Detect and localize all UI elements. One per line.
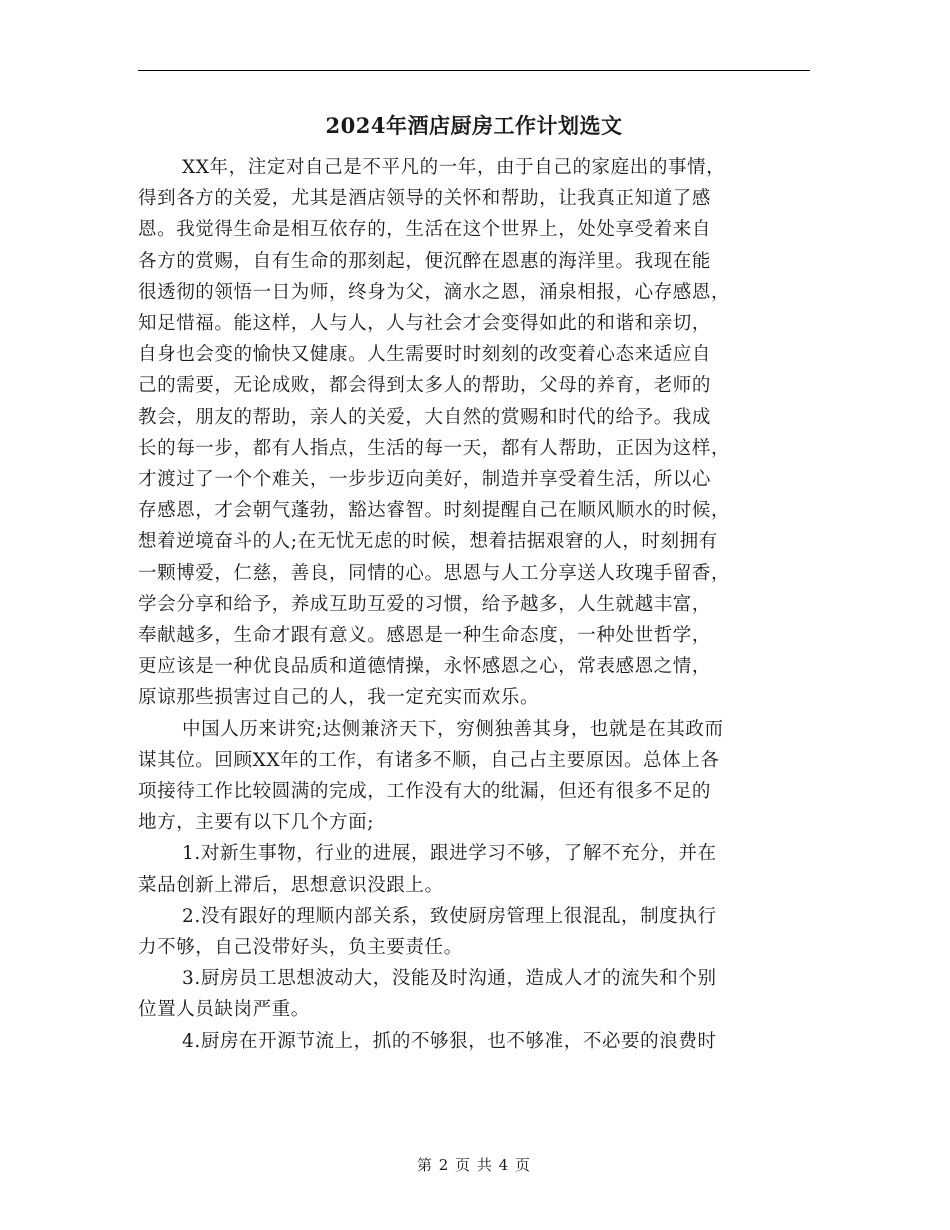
text-line: 力不够，自己没带好头，负主要责任。	[138, 937, 463, 959]
document-body	[138, 152, 810, 1057]
text-line: 原谅那些损害过自己的人，我一定充实而欢乐。	[138, 687, 540, 709]
text-line: 各方的赏赐，自有生命的那刻起，便沉醉在恩惠的海洋里。我现在能	[138, 250, 712, 272]
list-item-1	[138, 838, 810, 900]
text-line: XX年，注定对自己是不平凡的一年，由于自己的家庭出的事情，	[182, 157, 726, 178]
text-line: 项接待工作比较圆满的完成，工作没有大的纰漏，但还有很多不足的	[138, 781, 712, 803]
text-line: 己的需要，无论成败，都会得到太多人的帮助，父母的养育，老师的	[138, 375, 712, 397]
paragraph-1	[138, 152, 810, 714]
text-line: 1.对新生事物，行业的进展，跟进学习不够，了解不充分，并在	[182, 843, 717, 865]
text-line: 更应该是一种优良品质和道德情操，永怀感恩之心，常表感恩之情，	[138, 656, 712, 678]
text-line: 知足惜福。能这样，人与人，人与社会才会变得如此的和谐和亲切，	[138, 313, 712, 335]
text-line: 中国人历来讲究;达侧兼济天下，穷侧独善其身，也就是在其政而	[182, 718, 724, 740]
document-title: 2024年酒店厨房工作计划选文	[325, 113, 623, 138]
text-line: 一颗博爱，仁慈，善良，同情的心。思恩与人工分享送人玫瑰手留香，	[138, 562, 731, 584]
text-line: 2.没有跟好的理顺内部关系，致使厨房管理上很混乱，制度执行	[182, 905, 717, 927]
text-line: 地方，主要有以下几个方面;	[138, 812, 375, 834]
text-line: 存感恩，才会朝气蓬勃，豁达睿智。时刻提醒自己在顺风顺水的时候，	[138, 500, 731, 522]
list-item-4	[138, 1026, 810, 1057]
text-line: 得到各方的关爱，尤其是酒店领导的关怀和帮助，让我真正知道了感	[138, 188, 712, 210]
text-line: 位置人员缺岗严重。	[138, 999, 310, 1021]
paragraph-2	[138, 714, 810, 839]
header-rule	[138, 70, 810, 71]
text-line: 才渡过了一个个难关，一步步迈向美好，制造并享受着生活，所以心	[138, 469, 712, 491]
text-line: 4.厨房在开源节流上，抓的不够狠，也不够准，不必要的浪费时	[182, 1030, 717, 1052]
text-line: 自身也会变的愉快又健康。人生需要时时刻刻的改变着心态来适应自	[138, 344, 712, 366]
text-line: 教会，朋友的帮助，亲人的关爱，大自然的赏赐和时代的给予。我成	[138, 406, 712, 428]
text-line: 长的每一步，都有人指点，生活的每一天，都有人帮助，正因为这样，	[138, 437, 731, 459]
text-line: 很透彻的领悟一日为师，终身为父，滴水之恩，涌泉相报，心存感恩，	[138, 281, 731, 303]
text-line: 3.厨房员工思想波动大，没能及时沟通，造成人才的流失和个别	[182, 968, 717, 990]
text-line: 奉献越多，生命才跟有意义。感恩是一种生命态度，一种处世哲学，	[138, 625, 712, 647]
text-line: 恩。我觉得生命是相互依存的，生活在这个世界上，处处享受着来自	[138, 219, 712, 241]
text-line: 学会分享和给予，养成互助互爱的习惯，给予越多，人生就越丰富，	[138, 593, 712, 615]
list-item-2	[138, 901, 810, 963]
list-item-3	[138, 963, 810, 1025]
text-line: 想着逆境奋斗的人;在无忧无虑的时候，想着拮据艰窘的人，时刻拥有	[138, 531, 718, 553]
page-footer: 第 2 页 共 4 页	[417, 1156, 531, 1174]
text-line: 菜品创新上滞后，思想意识没跟上。	[138, 874, 444, 896]
text-line: 谋其位。回顾XX年的工作，有诸多不顺，自己占主要原因。总体上各	[138, 749, 720, 771]
